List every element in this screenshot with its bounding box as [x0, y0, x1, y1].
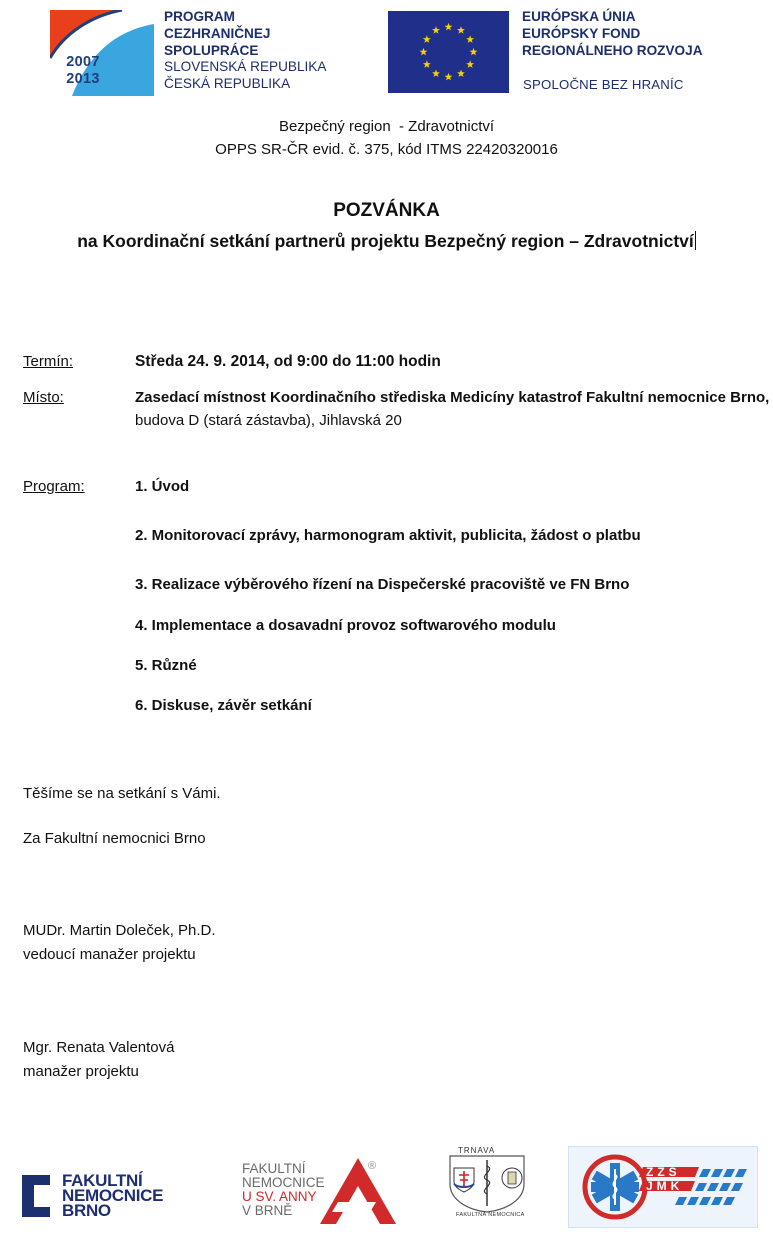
- program-line-5: ČESKÁ REPUBLIKA: [164, 76, 291, 92]
- eu-fund-name: [522, 9, 703, 59]
- trnava-logo-top: TRNAVA: [458, 1146, 496, 1155]
- program-item-6: 6. Diskuse, závěr setkání: [135, 697, 312, 714]
- eu-star-icon: [445, 23, 453, 31]
- program-item-3: 3. Realizace výběrového řízení na Dispečerské pracoviště ve FN Brno: [135, 576, 630, 593]
- program-item-4: 4. Implementace a dosavadní provoz softwarového modulu: [135, 617, 556, 634]
- fn-logo-line-2: NEMOCNICE: [62, 1186, 164, 1205]
- document-subtitle-text: na Koordinační setkání partnerů projektu Bezpečný region – Zdravotnictví: [77, 231, 694, 251]
- ua-logo-line-4: V BRNĚ: [242, 1203, 293, 1218]
- eu-star-icon: [466, 60, 474, 68]
- fn-brno-logo: [22, 1172, 202, 1220]
- eu-star-icon: [432, 69, 440, 77]
- project-identifier: OPPS SR-ČR evid. č. 375, kód ITMS 22420320016: [215, 141, 558, 158]
- text-cursor: [695, 231, 696, 250]
- registered-mark: ®: [368, 1160, 377, 1172]
- program-year-start: 2007: [66, 54, 100, 70]
- program-year-end: 2013: [66, 71, 100, 87]
- eu-star-icon: [466, 35, 474, 43]
- signer-2: [23, 1036, 174, 1084]
- eu-stars-icon: [388, 11, 509, 93]
- signer-1-name: MUDr. Martin Doleček, Ph.D.: [23, 922, 216, 939]
- term-label: Termín:: [23, 353, 74, 370]
- anna-a-icon: [318, 1158, 396, 1224]
- term-value: Středa 24. 9. 2014, od 9:00 do 11:00 hodin: [135, 353, 441, 370]
- program-line-3: SPOLUPRÁCE: [164, 42, 259, 58]
- eu-star-icon: [445, 73, 453, 81]
- fn-u-sv-anny-logo: [240, 1158, 400, 1226]
- eu-line-2: EURÓPSKY FOND: [522, 25, 641, 41]
- program-name: [164, 9, 326, 93]
- place-value: Zasedací místnost Koordinačního střediska Medicíny katastrof Fakultní nemocnice Brno,: [135, 389, 770, 406]
- trnava-crest-icon: [444, 1154, 530, 1214]
- program-logo: [50, 10, 154, 96]
- program-label: Program:: [23, 478, 85, 495]
- program-item-1: 1. Úvod: [135, 478, 190, 495]
- for-organisation: Za Fakultní nemocnici Brno: [23, 830, 206, 847]
- place-address: budova D (stará zástavba), Jihlavská 20: [135, 412, 402, 429]
- signer-2-name: Mgr. Renata Valentová: [23, 1039, 175, 1056]
- ua-logo-line-3: U SV. ANNY: [242, 1189, 317, 1204]
- program-line-1: PROGRAM: [164, 9, 235, 24]
- eu-line-1: EURÓPSKA ÚNIA: [522, 9, 636, 24]
- program-line-4: SLOVENSKÁ REPUBLIKA: [164, 59, 327, 75]
- eu-star-icon: [423, 35, 431, 43]
- program-item-2: 2. Monitorovací zprávy, harmonogram aktivit, publicita, žádost o platbu: [135, 527, 641, 544]
- signer-2-role: manažer projektu: [23, 1063, 139, 1080]
- eu-line-3: REGIONÁLNEHO ROZVOJA: [522, 42, 703, 58]
- closing-text: Těšíme se na setkání s Vámi.: [23, 785, 221, 802]
- eu-star-icon: [423, 60, 431, 68]
- eu-star-icon: [457, 69, 465, 77]
- fn-logo-line-1: FAKULTNÍ: [62, 1171, 143, 1190]
- ua-logo-line-1: FAKULTNÍ: [242, 1161, 306, 1176]
- zzs-line-2: JMK: [646, 1179, 684, 1193]
- document-title: POZVÁNKA: [333, 200, 440, 221]
- eu-motto: SPOLOČNE BEZ HRANÍC: [523, 77, 684, 92]
- eu-star-icon: [457, 26, 465, 34]
- eu-star-icon: [432, 26, 440, 34]
- fn-brno-mark-icon: [22, 1175, 50, 1217]
- eu-star-icon: [470, 48, 478, 56]
- fn-logo-line-3: BRNO: [62, 1201, 111, 1220]
- project-name: Bezpečný region - Zdravotnictví: [278, 118, 495, 135]
- program-line-2: CEZHRANIČNEJ: [164, 25, 271, 41]
- signer-1: [23, 919, 216, 967]
- document-subtitle: [0, 231, 773, 252]
- eu-flag: [388, 11, 509, 93]
- zzs-jmk-logo: [568, 1146, 758, 1228]
- place-label: Místo:: [23, 389, 64, 406]
- ua-logo-line-2: NEMOCNICE: [242, 1175, 325, 1190]
- fn-trnava-logo: [444, 1146, 530, 1226]
- program-item-5: 5. Různé: [135, 657, 197, 674]
- trnava-logo-bottom: FAKULTNÁ NEMOCNICA: [456, 1212, 525, 1218]
- zzs-line-1: ZZS: [646, 1165, 681, 1179]
- eu-star-icon: [420, 48, 428, 56]
- signer-1-role: vedoucí manažer projektu: [23, 946, 196, 963]
